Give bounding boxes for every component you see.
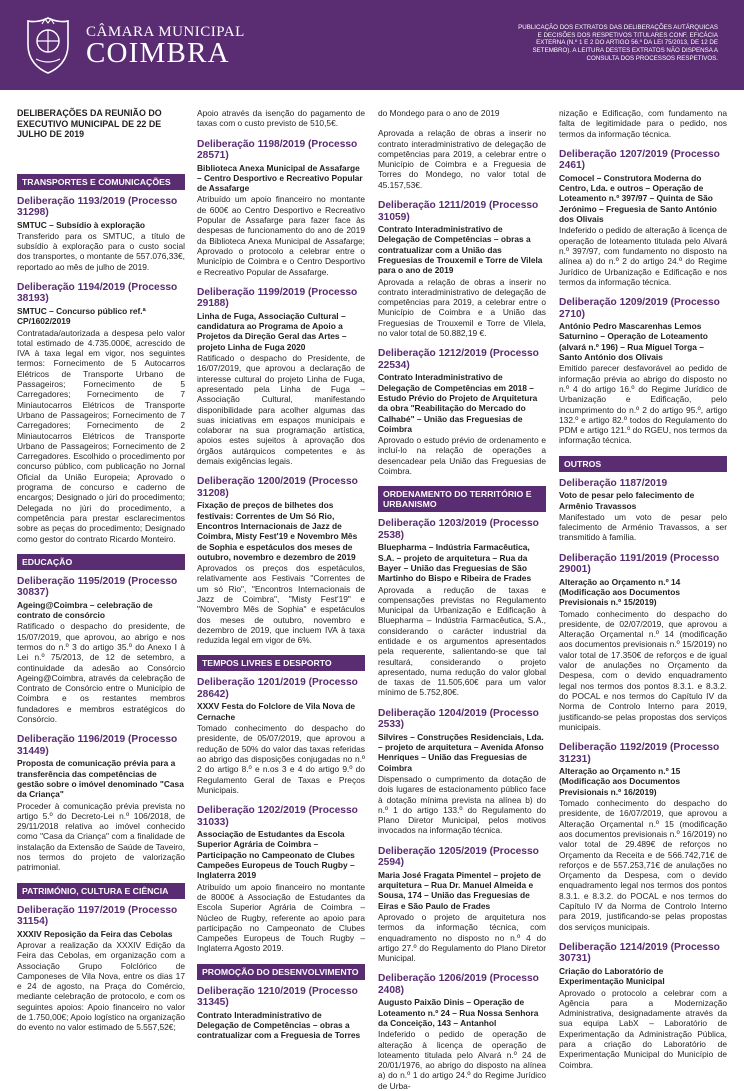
deliberation-number: Deliberação 1209/2019 (Processo 2710)	[559, 297, 720, 320]
deliberation-body: Tomado conhecimento do despacho do presidente, de 16/07/2019, que aprovou a Alteração Orçamental n.º 15 (modificação aos documentos previsionais n.º 16/2019) no valor total de 29.489€ de reforços no Orçamento da Receita e de 566.742,71€ de reforços e de 557.253,71€ de anulações no Orçamento da Despesa, com o devido enquadramento legal nos termos dos pontos 8.3.1. e 8.3.2. do POCAL e nos termos do Capítulo IV da Norma de Controlo Interno para 2019, justificando-se pelas propostas dos serviços municipais.	[559, 798, 727, 932]
deliberation-number: Deliberação 1200/2019 (Processo 31208)	[197, 476, 358, 499]
deliberation-entry	[378, 200, 546, 338]
deliberation-number: Deliberação 1192/2019 (Processo 31231)	[559, 742, 720, 765]
coimbra-crest-icon	[22, 15, 74, 75]
deliberation-title: Silvires – Construções Residenciais, Lda. – projeto de arquitetura – Avenida Afonso Henriques – União das Freguesias de Coimbra	[378, 731, 544, 773]
deliberation-title: XXXIV Reposição da Feira das Cebolas	[17, 928, 173, 939]
deliberation-entry	[197, 805, 365, 954]
column-2	[197, 108, 365, 1041]
section-header: ORDENAMENTO DO TERRITÓRIO E URBANISMO	[378, 486, 546, 512]
deliberation-body: Dispensado o cumprimento da dotação de dois lugares de estacionamento público face à dotação mínima prevista na alínea b) do n.º 1 do artigo 133.º do Regulamento do Plano Diretor Municipal, pelos motivos invocados na informação técnica.	[378, 773, 546, 836]
header-note: PUBLICAÇÃO DOS EXTRATOS DAS DELIBERAÇÕES AUTÁRQUICAS E DECISÕES DOS RESPETIVOS TITULARES CONF. EFICÁCIA EXTERNA (N.º 1 E 2 DO ARTIGO 56.º DA LEI 75/2013, DE 12 DE SETEMBRO). A LEITURA DESTES EXTRATOS NÃO DISPENSA A CONSULTA DOS PROCESSOS RESPETIVOS.	[518, 24, 718, 62]
continued-text: nização e Edificação, com fundamento na falta de legitimidade para o pedido, nos termos da informação técnica.	[559, 108, 727, 139]
brand-main: COIMBRA	[86, 37, 230, 69]
deliberation-body: Aprovado o projeto de arquitetura nos termos da informação técnica, com enquadramento no disposto no n.º 4 do artigo 27.º do Regulamento do Plano Diretor Municipal.	[378, 911, 546, 964]
deliberation-entry	[197, 287, 365, 466]
deliberation-title: Comocel – Construtora Moderna do Centro, Lda. e outros – Operação de Loteamento n.º 397/97 – Quinta de São Jerónimo – Freguesia de Santo António dos Olivais	[559, 172, 717, 225]
deliberation-number: Deliberação 1195/2019 (Processo 30837)	[17, 575, 178, 599]
deliberation-body: Manifestado um voto de pesar pelo falecimento de Arménio Travassos, a ser transmitido à família.	[559, 511, 727, 543]
masthead	[0, 0, 744, 90]
deliberation-entry	[378, 846, 546, 964]
deliberation-number: Deliberação 1214/2019 (Processo 30731)	[559, 941, 720, 965]
deliberation-body: Aprovado o protocolo a celebrar com a Agência para a Modernização Administrativa, designadamente através da sua equipa LabX – Laboratório de Experimentação da Administração Pública, para a criação do Laboratório de Experimentação Municipal do Município de Coimbra.	[559, 987, 727, 1070]
deliberation-entry	[559, 478, 727, 543]
deliberation-body: Contratada/autorizada a despesa pelo valor total estimado de 4.735.000€, acrescido de IVA à taxa legal em vigor, nos seguintes termos: Fornecimento de 5 Autocarros Elétricos de Transporte Urbano de Passageiros; Fornecimento de 5 Carregadores; Fornecimento de 7 Miniautocarros Elétricos de Transporte Urbano de Passageiros; Fornecimento de 7 Carregadores; Fornecimento de 2 Miniautocarros Elétricos de Transporte Urbano de Passageiros; Fornecimento de 2 Carregadores. Escolhido o procedimento por concurso público, com publicação no Jornal Oficial da União Europeia; Aprovado o programa de concurso e caderno de encargos; Designado o júri do procedimento; Delegada no júri do procedimento, a competência para prestar esclarecimentos sobre as peças do procedimento; Designado como gestor do contrato Ricardo Monteiro.	[17, 327, 185, 544]
section-header: PATRIMÓNIO, CULTURA E CIÊNCIA	[17, 883, 185, 899]
section-header: EDUCAÇÃO	[17, 554, 185, 570]
deliberation-entry	[559, 297, 727, 446]
deliberation-title: XXXV Festa do Folclore de Vila Nova de Cernache	[197, 701, 356, 722]
section-header: TEMPOS LIVRES E DESPORTO	[197, 655, 365, 671]
deliberation-body: Aprovada a redução de taxas e compensações previstas no Regulamento Municipal da Urbanização e Edificação à Bluepharma – Indústria Farmacêutica, S.A., considerando o carácter industrial da entidade e os argumentos apresentados pela requerente, salientando-se que tal resultará, considerando o projeto apresentado, numa redução do valor global de taxas de 11.505,60€ para um valor mínimo de 5.752,80€.	[378, 584, 546, 698]
deliberation-entry	[197, 677, 365, 795]
deliberation-body: Proceder à comunicação prévia prevista no artigo 5.º do Decreto-Lei n.º 106/2018, de 29/11/2018 relativa ao imóvel conhecido como "Casa da Criança" com a finalidade de instalação da Extensão de Saúde de Taveiro, nos termos do projeto de valorização patrimonial.	[17, 800, 185, 873]
deliberation-number: Deliberação 1210/2019 (Processo 31345)	[197, 985, 358, 1009]
deliberation-title: Voto de pesar pelo falecimento de Armênio Travassos	[559, 490, 695, 511]
deliberation-number: Deliberação 1203/2019 (Processo 2538)	[378, 518, 539, 541]
deliberation-entry	[17, 196, 185, 272]
column-4	[559, 108, 727, 1070]
deliberation-number: Deliberação 1212/2019 (Processo 22534)	[378, 348, 539, 371]
deliberation-title: Contrato Interadministrativo de Delegação de Competências – obras a contratualizar com a Freguesia de Torres	[197, 1009, 361, 1041]
deliberation-number: Deliberação 1211/2019 (Processo 31059)	[378, 200, 539, 223]
deliberation-body: Tomado conhecimento do despacho do presidente, de 05/07/2019, que aprovou a redução de 50% do valor das taxas referidas ao abrigo das disposições conjugadas no n.º 2 do artigo 8.º e n.os 3 e 4 do artigo 9.º do Regulamento Geral de Taxas e Preços Municipais.	[197, 723, 365, 795]
deliberation-entry	[378, 708, 546, 836]
deliberation-number: Deliberação 1199/2019 (Processo 29188)	[197, 286, 358, 310]
section-header: PROMOÇÃO DO DESENVOLVIMENTO	[197, 964, 365, 980]
deliberation-number: Deliberação 1201/2019 (Processo 28642)	[197, 677, 358, 700]
section-header: TRANSPORTES E COMUNICAÇÕES	[17, 174, 185, 190]
deliberation-body: Aprovada a relação de obras a inserir no contrato interadministrativo de delegação de competências para 2019, a celebrar entre o Município de Coimbra e a União das Freguesias de Trouxemil e Torre de Vilela, no valor total de 50.882,19 €.	[378, 276, 546, 339]
continued-text: Apoio através da isenção do pagamento de taxas com o custo previsto de 510,5€.	[197, 108, 365, 129]
deliberation-title: Linha de Fuga, Associação Cultural – candidatura ao Programa de Apoio a Projetos da Direção Geral das Artes – projeto Linha de Fuga 2020	[197, 310, 347, 352]
brand-top: CÂMARA MUNICIPAL	[86, 24, 245, 40]
deliberation-title: Alteração ao Orçamento n.º 14 (Modificação aos Documentos Previsionais n.º 15/2019)	[559, 576, 681, 608]
deliberation-body: Atribuído um apoio financeiro no montante de 600€ ao Centro Desportivo e Recreativo Popular de Assafarge para fazer face às despesas de funcionamento do ano de 2019 da Biblioteca Anexa Municipal de Assafarge; Aprovado o protocolo a celebrar entre o Município de Coimbra e o Centro Desportivo e Recreativo Popular de Assafarge.	[197, 194, 365, 277]
deliberation-title: Maria José Fragata Pimentel – projeto de arquitetura – Rua Dr. Manuel Almeida e Sousa, 174 – União das Freguesias de Eiras e São Paulo de Frades	[378, 869, 541, 911]
deliberation-entry	[17, 282, 185, 544]
deliberation-entry	[559, 553, 727, 732]
deliberation-body: Atribuído um apoio financeiro no montante de 8000€ à Associação de Estudantes da Escola Superior Agrária de Coimbra – Núcleo de Rugby, referente ao apoio para participação no Campeonato de Clubes Campeões Europeus de Touch Rugby – Inglaterra Agosto 2019.	[197, 881, 365, 954]
deliberation-title: Contrato Interadministrativo de Delegação de Competências em 2018 – Estudo Prévio do Projeto de Arquitetura da obra "Reabilitação do Mercado do Calhabé" – União das Freguesias de Coimbra	[378, 372, 538, 434]
deliberation-title: Proposta de comunicação prévia para a transferência das competências de gestão sobre o imóvel denominado "Casa da Criança"	[17, 758, 184, 800]
deliberation-entry	[17, 905, 185, 1033]
deliberations-columns	[17, 108, 727, 1091]
deliberation-entry	[17, 576, 185, 725]
deliberation-title: SMTUC – Concurso público ref.ª CP/1602/2019	[17, 305, 146, 327]
deliberation-body: Indeferido o pedido de operação de alteração à licença de operação de loteamento titulada pelo Alvará n.º 24 de 20/01/1976, ao abrigo do disposto na alínea a) do n.º 1 do artigo 24.º do Regime Jurídico de Urba-	[378, 1029, 546, 1091]
deliberation-title: Alteração ao Orçamento n.º 15 (Modificação aos Documentos Previsionais n.º 16/2019)	[559, 766, 681, 797]
deliberation-title: Contrato Interadministrativo de Delegação de Competências – obras a contratualizar com a União das Freguesias de Trouxemil e Torre de Vilela para o ano de 2019	[378, 224, 543, 276]
deliberation-number: Deliberação 1191/2019 (Processo 29001)	[559, 552, 720, 576]
deliberation-entry	[197, 476, 365, 645]
deliberation-number: Deliberação 1193/2019 (Processo 31298)	[17, 195, 178, 218]
deliberation-entry	[378, 348, 546, 476]
deliberation-body: Tomado conhecimento do despacho do presidente, de 02/07/2019, que aprovou a Alteração Orçamental n.º 14 (modificação aos documentos previsionais n.º 15/2019) no valor total de 17.350€ de reforços e de igual valor de anulações no Orçamento da Despesa, com o devido enquadramento legal nos termos dos pontos 8.3.1. e 8.3.2. do POCAL e nos termos do Capítulo IV da Norma de Controlo Interno para 2019, justificando-se pelas propostas dos serviços municipais.	[559, 608, 727, 732]
deliberation-number: Deliberação 1196/2019 (Processo 31449)	[17, 734, 178, 757]
deliberation-body: Transferido para os SMTUC, a título de subsídio à exploração para o custo social dos transportes, o montante de 557.076,33€, reportado ao mês de julho de 2019.	[17, 230, 185, 272]
deliberation-entry	[197, 986, 365, 1041]
deliberation-body: Aprovar a realização da XXXIV Edição da Feira das Cebolas, em organização com a Associação Grupo Folclórico de Camponeses de Vila Nova, entre os dias 17 e 24 de agosto, na Praça do Comércio, mediante celebração de protocolo, e com os seguintes apoios: Apoio financeiro no valor de 1.750,00€; Apoio logístico na organização do evento no valor estimado de 5.557,52€;	[17, 939, 185, 1033]
deliberation-number: Deliberação 1198/2019 (Processo 28571)	[197, 138, 358, 162]
deliberation-title: SMTUC – Subsídio à exploração	[17, 219, 145, 230]
deliberation-number: Deliberação 1202/2019 (Processo 31033)	[197, 805, 358, 828]
deliberation-body: Aprovado o estudo prévio de ordenamento e incluí-lo na relação de operações a desencadear pela União das Freguesias de Coimbra.	[378, 435, 546, 477]
deliberation-entry	[17, 734, 185, 872]
deliberation-number: Deliberação 1194/2019 (Processo 38193)	[17, 281, 178, 305]
deliberation-title: Fixação de preços de bilhetes dos festivais: Correntes de Um Só Rio, Encontros Internacionais de Jazz de Coimbra, Misty Fest'19 e Novembro Mês de Sophia e espetáculos dos meses de outubro, novembro e dezembro de 2019	[197, 500, 358, 562]
deliberation-entry	[197, 139, 365, 277]
continued-text: Aprovada a relação de obras a inserir no contrato interadministrativo de delegação de competências para 2019, a celebrar entre o Município de Coimbra e a Freguesia de Torres do Mondego, no valor total de 45.157,53€.	[378, 128, 546, 190]
deliberation-title: Associação de Estudantes da Escola Superior Agrária de Coimbra – Participação no Campeonato de Clubes Campeões Europeus de Touch Rugby – Inglaterra 2019	[197, 829, 355, 881]
deliberation-body: Ratificado o despacho do Presidente, de 16/07/2019, que aprovou a declaração de interesse cultural do projeto Linha de Fuga, apresentado pela Linha de Fuga – Associação Cultural, manifestando disponibilidade para acolher algumas das suas iniciativas em espaços municipais e colaborar na sua programação artística, apoios estes sujeitos à aprovação dos órgãos autárquicos competentes e às demais exigências legais.	[197, 353, 365, 467]
column-1	[17, 108, 185, 1033]
section-header: OUTROS	[559, 456, 727, 472]
deliberation-entry	[378, 518, 546, 697]
continued-text: do Mondego para o ano de 2019	[378, 108, 500, 118]
deliberation-title: António Pedro Mascarenhas Lemos Saturnino – Operação de Loteamento (alvará n.º 196) – Rua Miguel Torga – Santo António dos Olivais	[559, 321, 708, 363]
deliberation-number: Deliberação 1187/2019	[559, 477, 668, 489]
deliberation-entry	[378, 973, 546, 1091]
deliberation-number: Deliberação 1205/2019 (Processo 2594)	[378, 845, 539, 869]
deliberation-title: Criação do Laboratório de Experimentação Municipal	[559, 965, 665, 987]
deliberation-body: Ratificado o despacho do presidente, de 15/07/2019, que aprovou, ao abrigo e nos termos do n.º 3 do artigo 35.º do Anexo I à Lei n.º 75/2013, de 12 de setembro, a continuidade da adesão ao Consórcio Ageing@Coimbra, através da celebração de Contrato de Consórcio entre o Município de Coimbra e os restantes membros fundadores e membros estratégicos do Consórcio.	[17, 621, 185, 725]
deliberation-entry	[559, 942, 727, 1070]
column-3	[378, 108, 546, 1091]
deliberation-entry	[559, 149, 727, 287]
deliberation-body: Indeferido o pedido de alteração à licença de operação de loteamento titulada pelo Alvará n.º 397/97, com fundamento no disposto na alínea a) do n.º 2 do artigo 24.º do Regime Jurídico de Urbanização e Edificação e nos termos da informação técnica.	[559, 225, 727, 287]
deliberation-number: Deliberação 1197/2019 (Processo 31154)	[17, 904, 178, 928]
deliberation-body: Aprovados os preços dos espetáculos, relativamente aos Festivais "Correntes de um só Rio", "Encontros Internacionais de Jazz de Coimbra", "Misty Fest'19" e "Novembro Mês de Sophia" e espetáculos dos meses de outubro, novembro e dezembro de 2019, que incluem IVA à taxa reduzida legal em vigor de 6%.	[197, 563, 365, 646]
page-heading: DELIBERAÇÕES DA REUNIÃO DO EXECUTIVO MUNICIPAL DE 22 DE JULHO DE 2019	[17, 108, 162, 139]
deliberation-title: Ageing@Coimbra – celebração de contrato de consórcio	[17, 599, 153, 621]
deliberation-title: Bluepharma – Indústria Farmacêutica, S.A. – projeto de arquitetura – Rua da Bayer – União das Freguesias de São Martinho do Bispo e Ribeira de Frades	[378, 542, 532, 584]
deliberation-number: Deliberação 1204/2019 (Processo 2533)	[378, 707, 539, 731]
deliberation-body: Emitido parecer desfavorável ao pedido de informação prévia ao abrigo do disposto no n.º 4 do artigo 16.º do Regime Jurídico de Urbanização e Edificação, pelo incumprimento do n.º 2 do artigo 95.º, artigo 132.º e artigo 82.º todos do Regulamento do PDM e artigo 121.º do RGEU, nos termos da informação técnica.	[559, 363, 727, 446]
deliberation-title: Biblioteca Anexa Municipal de Assafarge – Centro Desportivo e Recreativo Popular de Assafarge	[197, 162, 363, 194]
deliberation-entry	[559, 742, 727, 932]
deliberation-title: Augusto Paixão Dinis – Operação de Loteamento n.º 24 – Rua Nossa Senhora da Conceição, 143 – Antanhol	[378, 997, 539, 1028]
deliberation-number: Deliberação 1207/2019 (Processo 2461)	[559, 148, 720, 172]
deliberation-number: Deliberação 1206/2019 (Processo 2408)	[378, 973, 539, 996]
